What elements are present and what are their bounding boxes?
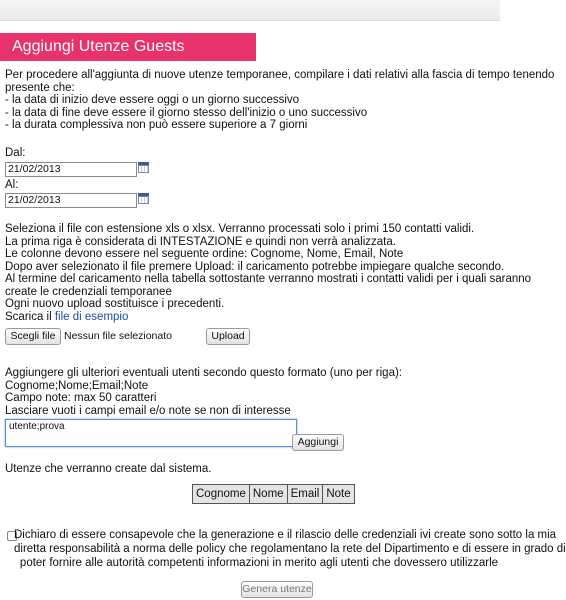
instruction-line: Cognome;Nome;Email;Note [5, 379, 149, 392]
intro-line: - la data di fine deve essere il giorno stesso dell'inizio o uno successivo [5, 106, 368, 119]
from-date-label: Dal: [5, 147, 26, 159]
sample-file-link[interactable]: file di esempio [54, 310, 129, 323]
declaration-line: diretta responsabilità a norma delle policy che regolamentano la rete del Dipartimento e di essere in grado di [14, 543, 566, 555]
add-button[interactable]: Aggiungi [292, 434, 344, 451]
upload-button[interactable]: Upload [206, 328, 250, 345]
users-table [192, 484, 355, 504]
instruction-line: Campo note: max 50 caratteri [5, 392, 157, 404]
column-header-note: Note [323, 485, 354, 504]
instruction-line: Dopo aver selezionato il file premere Upload: il caricamento potrebbe impiegare qualche secondo. [5, 260, 505, 273]
file-instructions [5, 223, 532, 323]
calendar-icon[interactable] [138, 193, 149, 204]
manual-instructions [5, 367, 402, 417]
intro-line: Per procedere all'aggiunta di nuove utenze temporanee, compilare i dati relativi alla fascia di tempo tenendo [5, 69, 555, 81]
column-header-cognome: Cognome [193, 485, 250, 504]
intro-text [5, 69, 555, 132]
instruction-line: Al termine del caricamento nella tabella sottostante verranno mostrati i contatti validi per i quali saranno [5, 273, 532, 285]
instruction-line: Aggiungere gli ulteriori eventuali utenti secondo questo formato (uno per riga): [5, 367, 402, 379]
generate-users-button[interactable]: Genera utenze [241, 581, 313, 598]
choose-file-button[interactable]: Scegli file [5, 328, 61, 345]
intro-line: presente che: [5, 81, 75, 94]
instruction-line: La prima riga è considerata di INTESTAZIONE e quindi non verrà analizzata. [5, 235, 396, 248]
column-header-email: Email [287, 485, 323, 504]
users-textarea[interactable]: utente;prova [5, 419, 297, 447]
table-header-row [193, 485, 355, 504]
download-line [5, 311, 500, 324]
declaration-line: poter fornire alle autorità competenti informazioni in merito agli utenti che dovessero utilizzarle [19, 557, 499, 569]
no-file-selected-text: Nessun file selezionato [64, 330, 172, 342]
page-title: Aggiungi Utenze Guests [0, 33, 256, 61]
declaration-text [14, 528, 566, 570]
calendar-icon[interactable] [138, 162, 149, 173]
instruction-line: Ogni nuovo upload sostituisce i precedenti. [5, 298, 225, 310]
declaration-line: Dichiaro di essere consapevole che la generazione e il rilascio delle credenziali ivi create sono sotto la mia [14, 529, 557, 541]
download-prefix: Scarica il [5, 310, 55, 323]
instruction-line: Lasciare vuoti i campi email e/o note se non di interesse [5, 404, 291, 417]
instruction-line: create le credenziali temporanee [5, 285, 172, 298]
browser-top-bar [0, 0, 500, 21]
to-date-input[interactable]: 21/02/2013 [5, 193, 137, 208]
intro-line: - la data di inizio deve essere oggi o un giorno successivo [5, 94, 300, 106]
table-caption: Utenze che verranno create dal sistema. [5, 463, 212, 475]
to-date-label: Al: [5, 179, 19, 191]
column-header-nome: Nome [249, 485, 287, 504]
from-date-input[interactable]: 21/02/2013 [5, 162, 137, 177]
instruction-line: Seleziona il file con estensione xls o xlsx. Verranno processati solo i primi 150 contatti validi. [5, 223, 475, 235]
instruction-line: Le colonne devono essere nel seguente ordine: Cognome, Nome, Email, Note [5, 248, 404, 260]
intro-line: - la durata complessiva non può essere superiore a 7 giorni [5, 119, 308, 131]
